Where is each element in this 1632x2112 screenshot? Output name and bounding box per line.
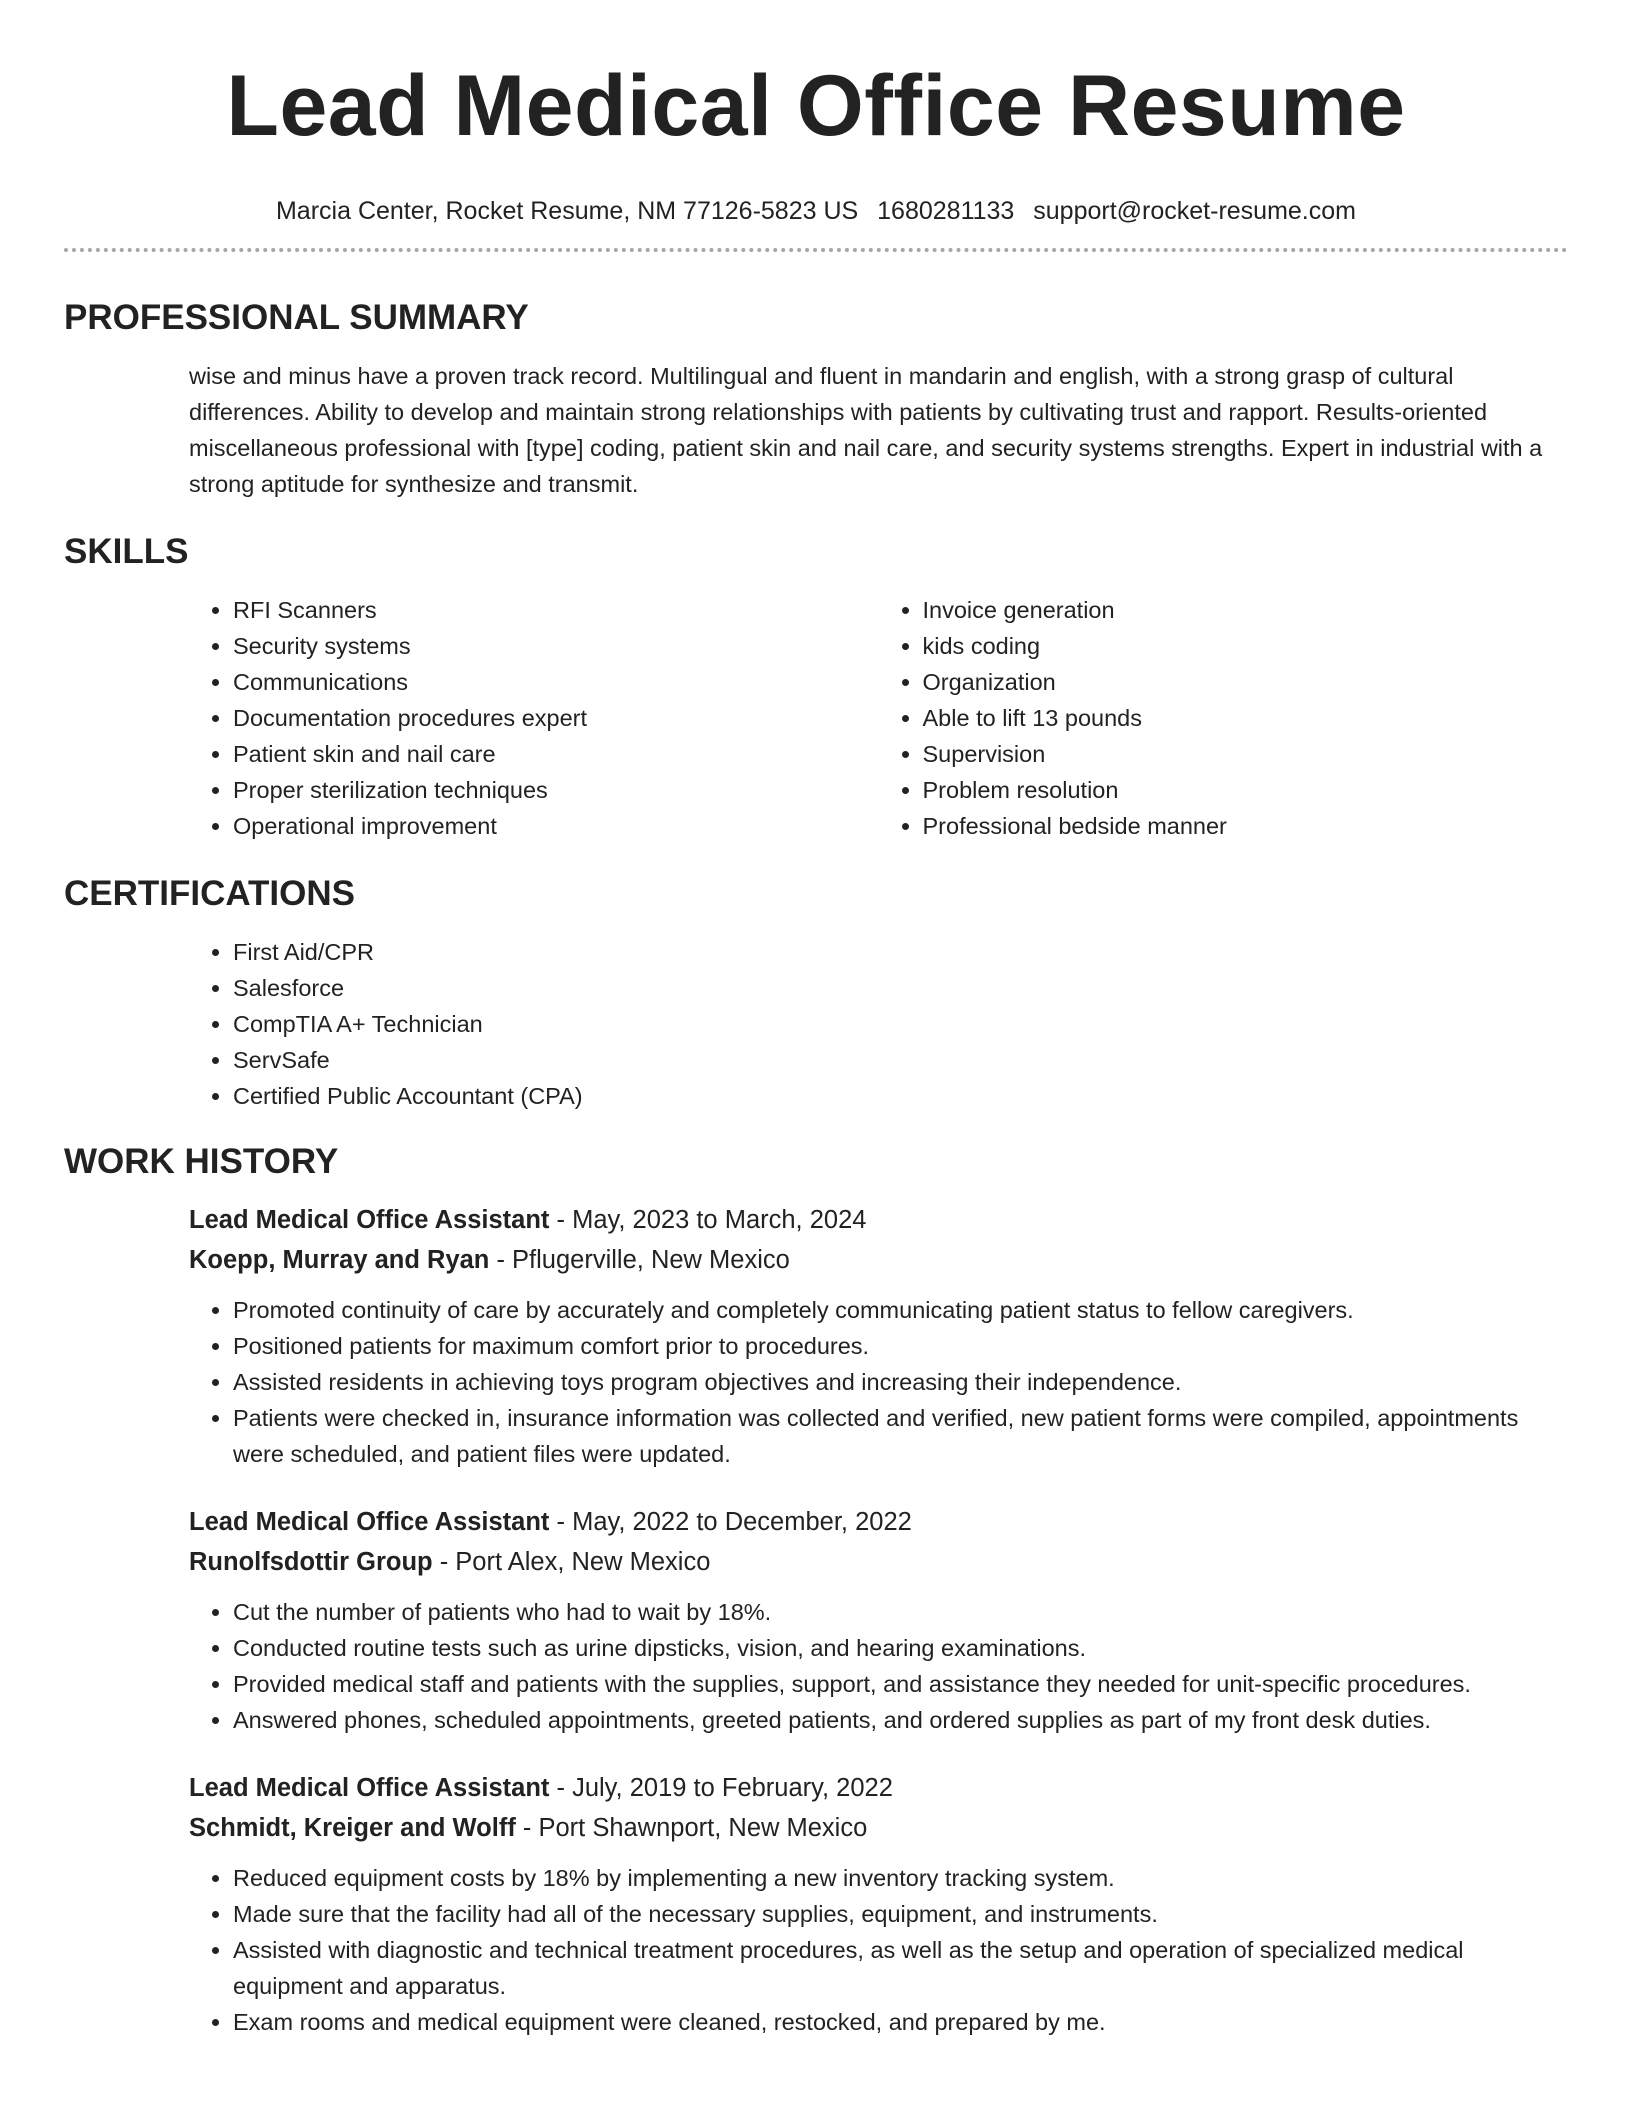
work-history-heading: WORK HISTORY — [64, 1142, 339, 1181]
job-duty: • Cut the number of patients who had to wait by 18%. — [233, 1594, 1568, 1630]
job-title-line — [189, 1200, 1568, 1240]
skill-item: • Professional bedside manner — [923, 808, 1569, 844]
skills-heading: SKILLS — [64, 532, 189, 571]
certifications-heading: CERTIFICATIONS — [64, 874, 356, 913]
job-duty: • Positioned patients for maximum comfort prior to procedures. — [233, 1328, 1568, 1364]
certification-item: • Certified Public Accountant (CPA) — [233, 1078, 1568, 1114]
job-company: Koepp, Murray and Ryan — [189, 1246, 490, 1274]
summary-heading: PROFESSIONAL SUMMARY — [64, 298, 529, 337]
skill-item: • Communications — [233, 664, 879, 700]
job-duties-list — [189, 1860, 1568, 2040]
job-duty: • Answered phones, scheduled appointments, greeted patients, and ordered supplies as part of my front desk duties. — [233, 1702, 1568, 1738]
job-duties-list — [189, 1594, 1568, 1738]
job-company-line — [189, 1240, 1568, 1280]
skill-item: • Able to lift 13 pounds — [923, 700, 1569, 736]
job-duty: • Patients were checked in, insurance information was collected and verified, new patient forms were compiled, appointments were scheduled, and patient files were updated. — [233, 1400, 1568, 1472]
skill-item: • Problem resolution — [923, 772, 1569, 808]
summary-block — [64, 358, 1568, 502]
contact-line — [64, 194, 1568, 228]
job-entry — [64, 1502, 1568, 1738]
skill-item: • Documentation procedures expert — [233, 700, 879, 736]
certifications-list — [189, 934, 1568, 1114]
job-duty: • Assisted residents in achieving toys program objectives and increasing their independence. — [233, 1364, 1568, 1400]
job-company: Runolfsdottir Group — [189, 1548, 433, 1576]
contact-email: support@rocket-resume.com — [1033, 197, 1356, 225]
job-duty: • Provided medical staff and patients with the supplies, support, and assistance they needed for unit-specific procedures. — [233, 1666, 1568, 1702]
skill-item: • Invoice generation — [923, 592, 1569, 628]
job-company-line — [189, 1542, 1568, 1582]
job-title: Lead Medical Office Assistant — [189, 1206, 550, 1234]
certifications-block — [64, 934, 1568, 1114]
job-location: - Pflugerville, New Mexico — [489, 1246, 790, 1274]
job-title: Lead Medical Office Assistant — [189, 1508, 550, 1536]
certification-item: • Salesforce — [233, 970, 1568, 1006]
skills-block — [64, 592, 1568, 844]
job-duties-list — [189, 1292, 1568, 1472]
skill-item: • Security systems — [233, 628, 879, 664]
job-duty: • Promoted continuity of care by accurately and completely communicating patient status to fellow caregivers. — [233, 1292, 1568, 1328]
job-location: - Port Alex, New Mexico — [432, 1548, 711, 1576]
skill-item: • Proper sterilization techniques — [233, 772, 879, 808]
job-entry — [64, 1200, 1568, 1472]
job-title: Lead Medical Office Assistant — [189, 1774, 550, 1802]
summary-text: wise and minus have a proven track record. Multilingual and fluent in mandarin and english, with a strong grasp of cultural differences. Ability to develop and maintain strong relationships with patients by cultivating trust and rapport. Results-oriented miscellaneous professional with [type] coding, patient skin and nail care, and security systems strengths. Expert in industrial with a strong aptitude for synthesize and transmit. — [189, 363, 1543, 497]
job-company-line — [189, 1808, 1568, 1848]
job-title-line — [189, 1502, 1568, 1542]
resume-title: Lead Medical Office Resume — [226, 58, 1406, 154]
skill-item: • Operational improvement — [233, 808, 879, 844]
job-dates: - May, 2022 to December, 2022 — [549, 1508, 912, 1536]
skill-item: • Supervision — [923, 736, 1569, 772]
skills-list-left — [189, 592, 879, 844]
job-dates: - July, 2019 to February, 2022 — [549, 1774, 893, 1802]
job-dates: - May, 2023 to March, 2024 — [549, 1206, 867, 1234]
job-title-line — [189, 1768, 1568, 1808]
skill-item: • Patient skin and nail care — [233, 736, 879, 772]
job-company: Schmidt, Kreiger and Wolff — [189, 1814, 516, 1842]
contact-phone: 1680281133 — [877, 197, 1015, 225]
job-duty: • Assisted with diagnostic and technical treatment procedures, as well as the setup and operation of specialized medical equipment and apparatus. — [233, 1932, 1568, 2004]
certification-item: • ServSafe — [233, 1042, 1568, 1078]
certification-item: • First Aid/CPR — [233, 934, 1568, 970]
certification-item: • CompTIA A+ Technician — [233, 1006, 1568, 1042]
skill-item: • Organization — [923, 664, 1569, 700]
job-duty: • Conducted routine tests such as urine dipsticks, vision, and hearing examinations. — [233, 1630, 1568, 1666]
job-duty: • Exam rooms and medical equipment were cleaned, restocked, and prepared by me. — [233, 2004, 1568, 2040]
job-duty: • Made sure that the facility had all of the necessary supplies, equipment, and instruments. — [233, 1896, 1568, 1932]
contact-address: Marcia Center, Rocket Resume, NM 77126-5823 US — [275, 197, 859, 225]
job-location: - Port Shawnport, New Mexico — [515, 1814, 868, 1842]
skill-item: • RFI Scanners — [233, 592, 879, 628]
job-duty: • Reduced equipment costs by 18% by implementing a new inventory tracking system. — [233, 1860, 1568, 1896]
skill-item: • kids coding — [923, 628, 1569, 664]
header-divider — [64, 248, 1568, 252]
skills-list-right — [879, 592, 1569, 844]
job-entry — [64, 1768, 1568, 2040]
